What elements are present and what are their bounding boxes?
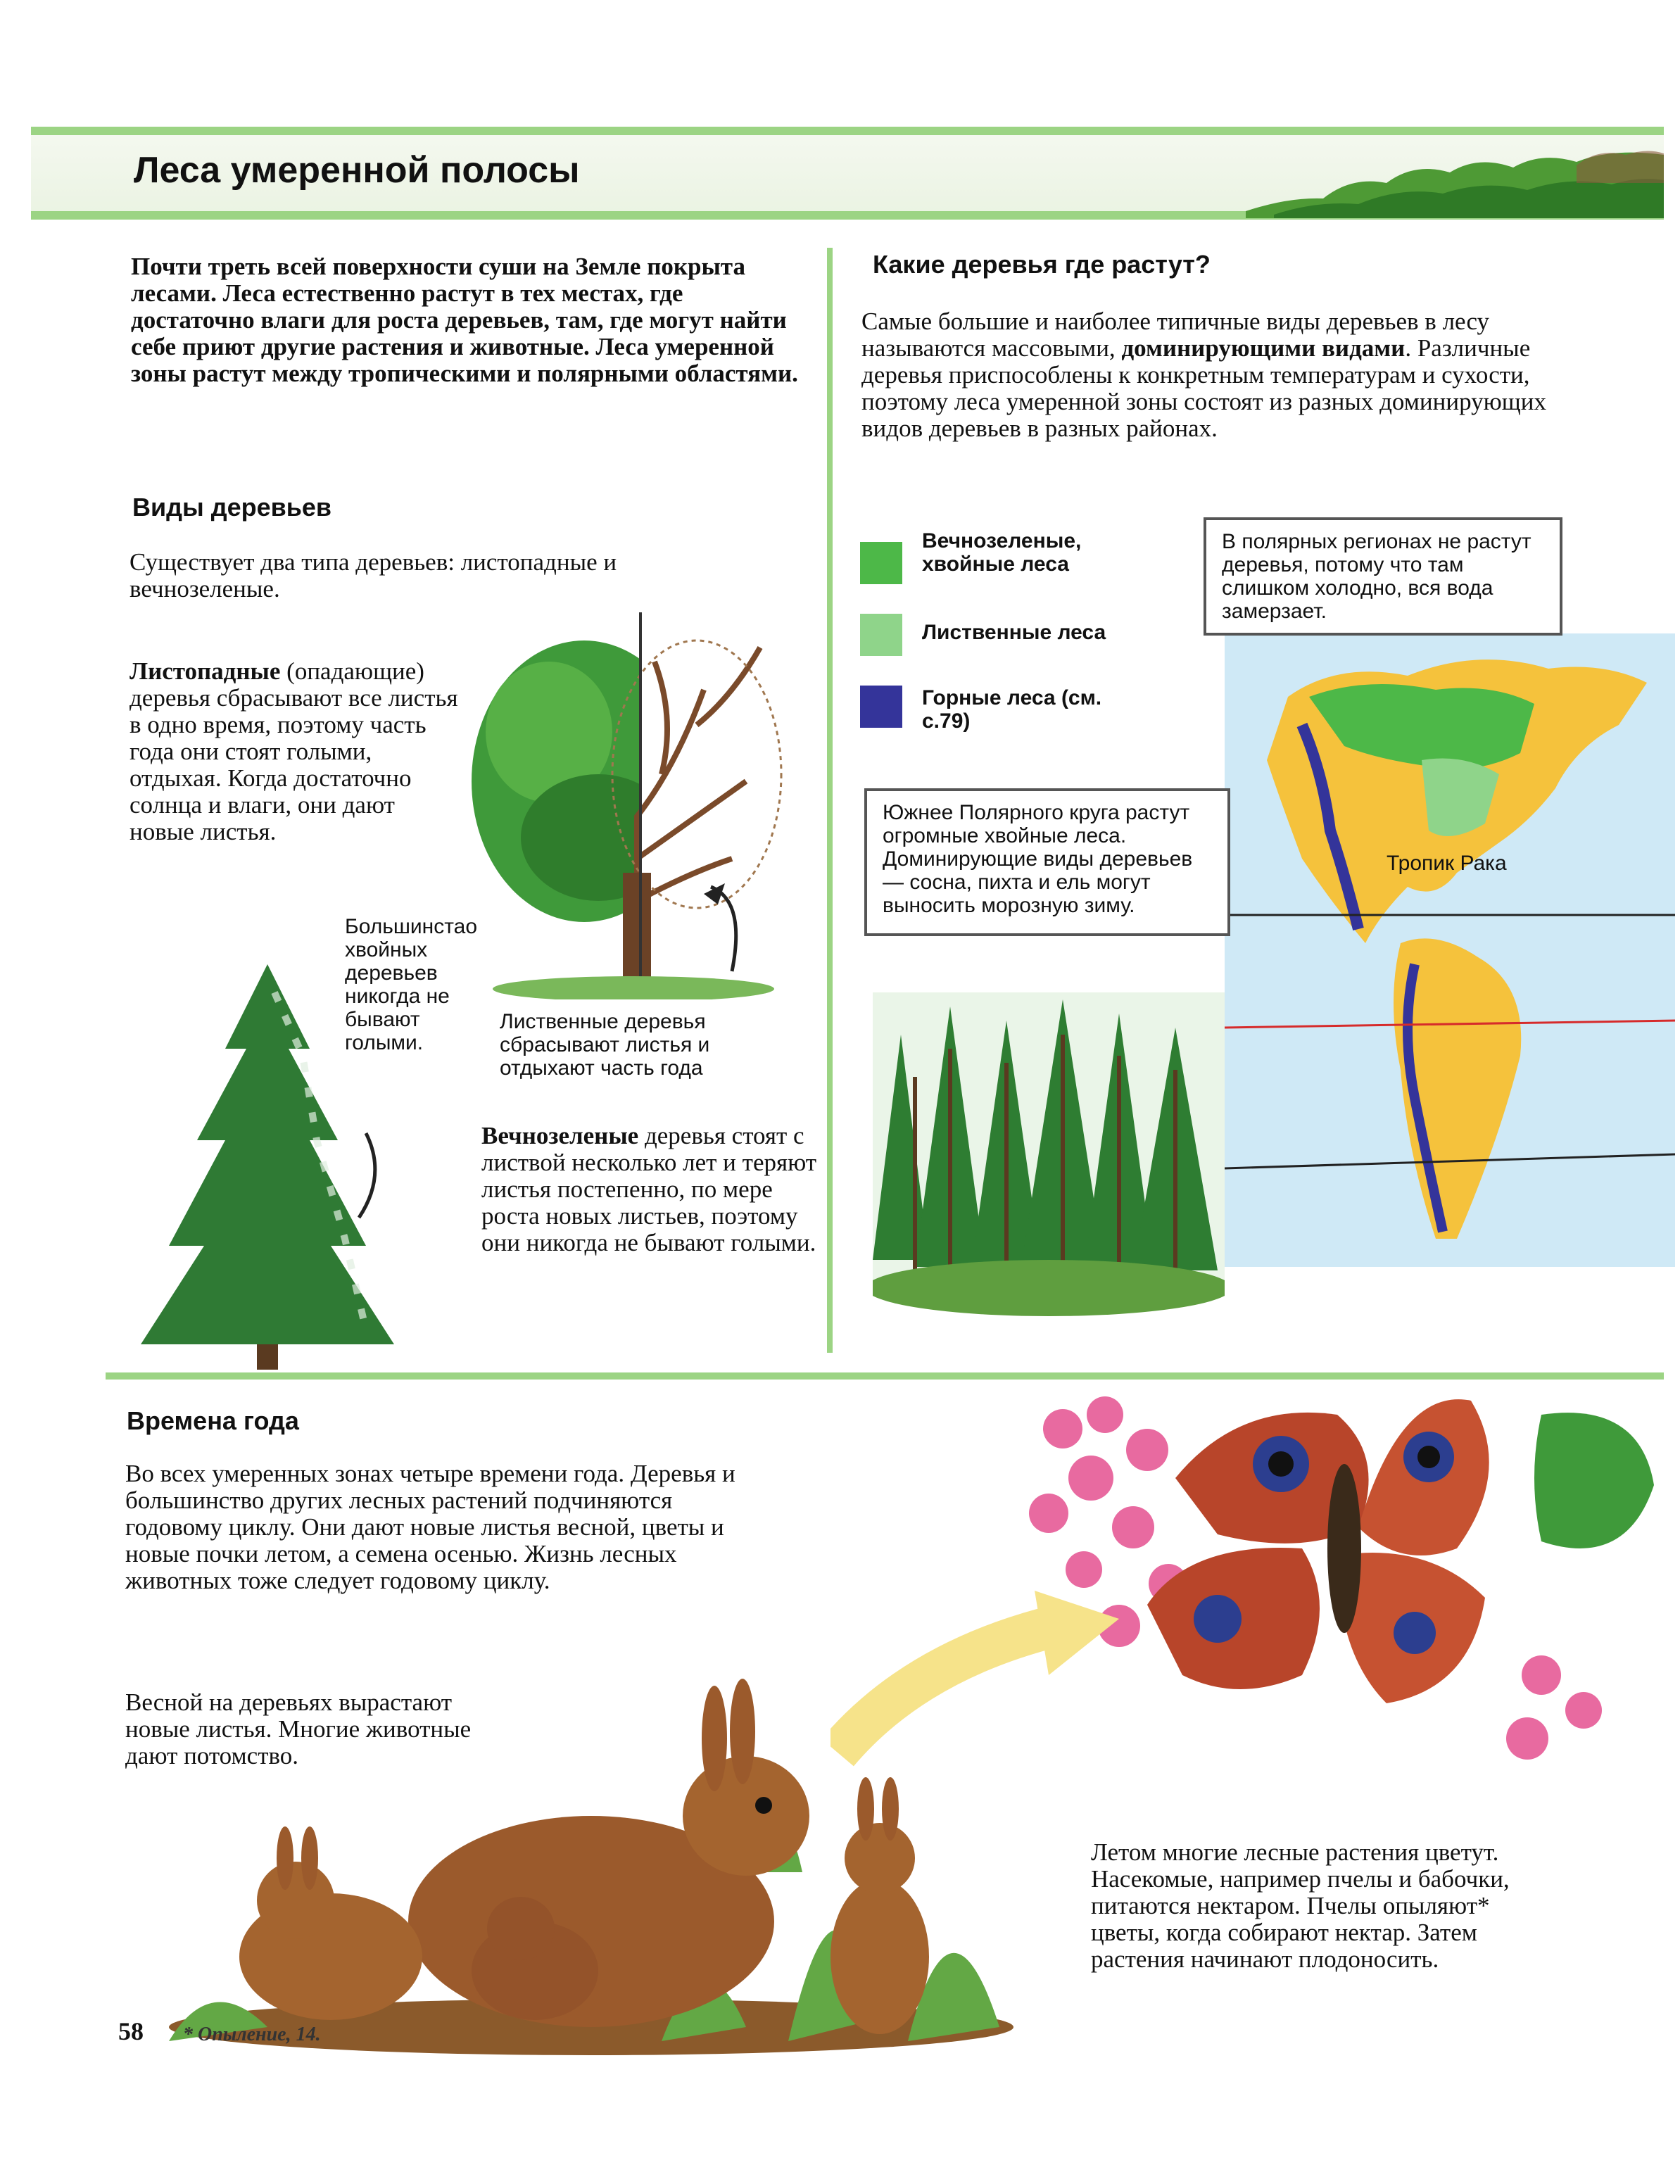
polar-info-text: В полярных регионах не растут деревья, потому что там слишком холодно, вся вода замерзает. — [1222, 530, 1531, 623]
evergreen-text: деревья стоят с листвой несколько лет и теряют листья постепенно, по мере роста новых листьев, поэтому они никогда не бывают голыми. — [481, 1122, 817, 1256]
conifer-forest-illustration — [873, 992, 1225, 1316]
where-trees-text-before: Самые большие и наиболее типичные виды деревьев в лесу называются массовыми, — [861, 308, 1490, 362]
page-title: Леса умеренной полосы — [134, 150, 580, 191]
conifer-tree-illustration — [134, 964, 401, 1372]
polar-info-box — [1204, 517, 1562, 636]
seasons-heading: Времена года — [127, 1406, 299, 1435]
deciduous-tree-illustration — [465, 605, 802, 999]
column-divider — [827, 248, 833, 1353]
legend-swatch-mountain — [860, 686, 902, 728]
intro-paragraph: Почти треть всей поверхности суши на Земле покрыта лесами. Леса естественно растут в тех местах, где достаточно влаги для роста деревьев, там, где могут найти себе приют другие растения и животные. Леса умеренной зоны растут между тропическими и полярными областями. — [131, 253, 798, 387]
legend-swatch-deciduous — [860, 614, 902, 656]
evergreen-term: Вечнозеленые — [481, 1122, 639, 1149]
legend-label-deciduous: Лиственные леса — [922, 621, 1106, 644]
deciduous-caption: Лиственные деревья сбрасывают листья и отдыхают часть года — [500, 1010, 710, 1080]
tree-types-heading: Виды деревьев — [132, 493, 332, 522]
legend-swatch-conifer — [860, 542, 902, 584]
conifer-caption: Большинстао хвойных деревьев никогда не бывают голыми. — [345, 915, 478, 1054]
deciduous-term: Листопадные — [130, 657, 281, 685]
tropic-label: Тропик Рака — [1387, 852, 1507, 875]
where-trees-heading: Какие деревья где растут? — [873, 250, 1211, 279]
deciduous-text: (опадающие) деревья сбрасывают все листья в одно время, поэтому часть года они стоят голыми, отдыхая. Когда достаточно солнца и влаги, они дают новые листья. — [130, 657, 458, 845]
legend-label-conifer: Вечнозеленые, хвойные леса — [922, 529, 1082, 576]
summer-text: Летом многие лесные растения цветут. Насекомые, например пчелы и бабочки, питаются нектаром. Пчелы опыляют* цветы, когда собирают нектар. Затем растения начинают плодоносить. — [1091, 1838, 1510, 1973]
rabbits-illustration — [169, 1661, 1028, 2055]
where-trees-text-after: . Различные деревья приспособлены к конкретным температурам и сухости, поэтому леса умеренной зоны состоят из разных доминирующих видов деревьев в разных районах. — [861, 334, 1546, 442]
where-trees-bold: доминирующими видами — [1121, 334, 1406, 362]
seasons-text: Во всех умеренных зонах четыре времени года. Деревья и большинство других лесных растений подчиняются годовому циклу. Они дают новые листья весной, цветы и новые почки летом, а семена осенью. Жизнь лесных животных тоже следует годовому циклу. — [125, 1460, 735, 1594]
south-forest-info-box — [864, 788, 1230, 936]
spring-text: Весной на деревьях вырастают новые листья. Многие животные дают потомство. — [125, 1689, 472, 1769]
evergreen-paragraph — [481, 1123, 819, 1256]
tree-types-text: Существует два типа деревьев: листопадные и вечнозеленые. — [130, 548, 617, 602]
footnote: * Опыление, 14. — [183, 2024, 321, 2045]
americas-forest-map — [1225, 633, 1675, 1267]
header-grass-illustration — [1246, 134, 1664, 218]
where-trees-paragraph — [861, 308, 1579, 442]
deciduous-paragraph — [130, 658, 460, 845]
legend-label-mountain: Горные леса (см. с.79) — [922, 686, 1102, 733]
page-number: 58 — [118, 2017, 144, 2045]
south-forest-info-text: Южнее Полярного круга растут огромные хвойные леса. Доминирующие виды деревьев — сосна, пихта и ель могут выносить морозную зиму. — [883, 801, 1193, 917]
